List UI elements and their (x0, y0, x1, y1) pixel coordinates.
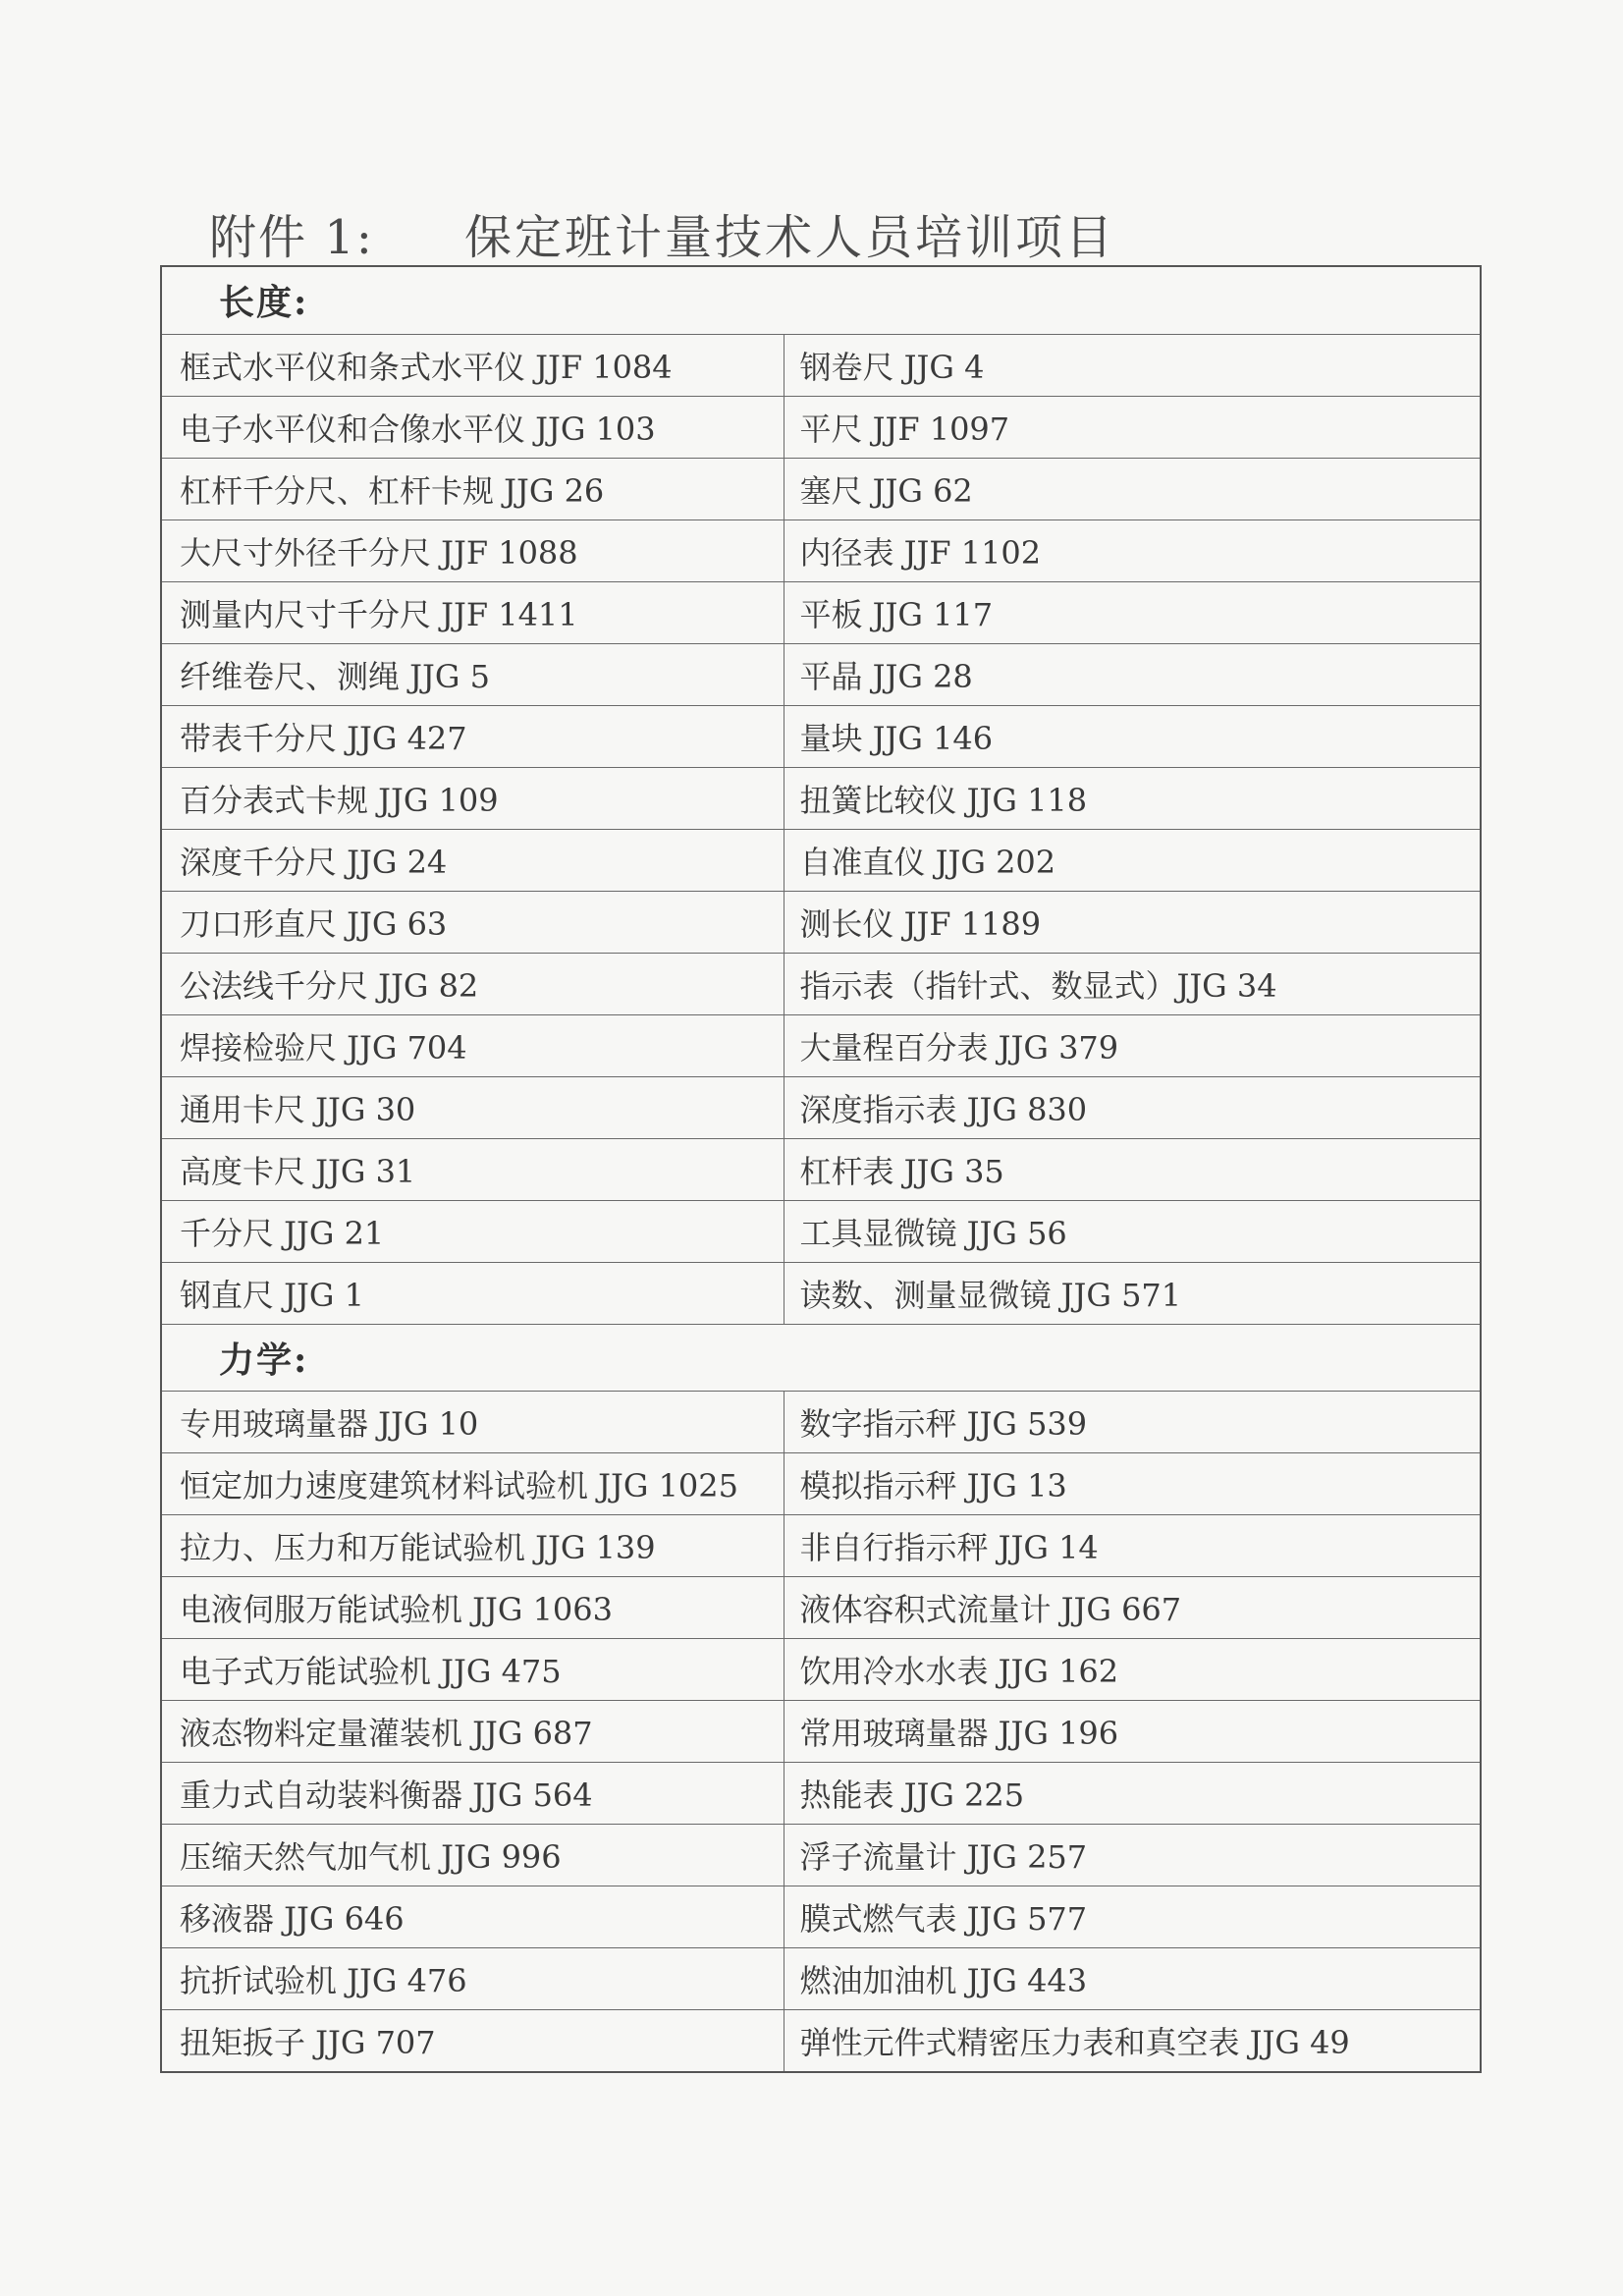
table-cell-right: 平尺 JJF 1097 (784, 396, 1480, 458)
table-cell-right: 非自行指示秤 JJG 14 (784, 1514, 1480, 1576)
table-cell-left: 带表千分尺 JJG 427 (162, 705, 784, 767)
table-cell-right: 平晶 JJG 28 (784, 643, 1480, 705)
table-row (162, 2009, 1480, 2071)
training-items-table (162, 267, 1480, 2071)
table-cell-left: 公法线千分尺 JJG 82 (162, 953, 784, 1014)
table-row (162, 1700, 1480, 1762)
table-cell-right: 自准直仪 JJG 202 (784, 829, 1480, 891)
table-row (162, 1514, 1480, 1576)
table-row (162, 1076, 1480, 1138)
table-row (162, 705, 1480, 767)
table-row (162, 1762, 1480, 1824)
table-cell-right: 塞尺 JJG 62 (784, 458, 1480, 519)
section-title: 力学: (162, 1324, 1480, 1391)
table-cell-right: 燃油加油机 JJG 443 (784, 1947, 1480, 2009)
table-row (162, 1576, 1480, 1638)
table-cell-left: 千分尺 JJG 21 (162, 1200, 784, 1262)
training-items-table-body (162, 267, 1480, 2071)
table-cell-right: 指示表（指针式、数显式）JJG 34 (784, 953, 1480, 1014)
table-cell-right: 数字指示秤 JJG 539 (784, 1391, 1480, 1452)
table-row (162, 1014, 1480, 1076)
table-row (162, 1886, 1480, 1947)
table-cell-left: 液态物料定量灌装机 JJG 687 (162, 1700, 784, 1762)
table-cell-right: 大量程百分表 JJG 379 (784, 1014, 1480, 1076)
attachment-label: 附件 1: (209, 209, 374, 265)
table-row (162, 1138, 1480, 1200)
table-row (162, 1391, 1480, 1452)
table-cell-right: 杠杆表 JJG 35 (784, 1138, 1480, 1200)
table-cell-left: 移液器 JJG 646 (162, 1886, 784, 1947)
table-row (162, 1452, 1480, 1514)
table-cell-left: 高度卡尺 JJG 31 (162, 1138, 784, 1200)
table-cell-right: 浮子流量计 JJG 257 (784, 1824, 1480, 1886)
table-cell-left: 深度千分尺 JJG 24 (162, 829, 784, 891)
table-cell-right: 内径表 JJF 1102 (784, 519, 1480, 581)
table-cell-right: 饮用冷水水表 JJG 162 (784, 1638, 1480, 1700)
table-cell-right: 液体容积式流量计 JJG 667 (784, 1576, 1480, 1638)
table-row (162, 643, 1480, 705)
table-cell-right: 模拟指示秤 JJG 13 (784, 1452, 1480, 1514)
table-cell-left: 扭矩扳子 JJG 707 (162, 2009, 784, 2071)
table-row (162, 953, 1480, 1014)
table-cell-right: 钢卷尺 JJG 4 (784, 334, 1480, 396)
table-row (162, 767, 1480, 829)
table-cell-right: 热能表 JJG 225 (784, 1762, 1480, 1824)
table-row (162, 829, 1480, 891)
table-cell-right: 工具显微镜 JJG 56 (784, 1200, 1480, 1262)
table-row (162, 1262, 1480, 1324)
table-cell-left: 纤维卷尺、测绳 JJG 5 (162, 643, 784, 705)
table-cell-left: 拉力、压力和万能试验机 JJG 139 (162, 1514, 784, 1576)
table-cell-left: 刀口形直尺 JJG 63 (162, 891, 784, 953)
section-header-row (162, 1324, 1480, 1391)
page-title: 保定班计量技术人员培训项目 (464, 209, 1116, 265)
table-cell-right: 扭簧比较仪 JJG 118 (784, 767, 1480, 829)
table-cell-left: 电子式万能试验机 JJG 475 (162, 1638, 784, 1700)
table-cell-left: 钢直尺 JJG 1 (162, 1262, 784, 1324)
table-cell-right: 弹性元件式精密压力表和真空表 JJG 49 (784, 2009, 1480, 2071)
table-cell-left: 压缩天然气加气机 JJG 996 (162, 1824, 784, 1886)
training-items-table-frame (160, 265, 1482, 2073)
table-cell-left: 通用卡尺 JJG 30 (162, 1076, 784, 1138)
table-cell-right: 平板 JJG 117 (784, 581, 1480, 643)
table-cell-left: 百分表式卡规 JJG 109 (162, 767, 784, 829)
table-cell-right: 膜式燃气表 JJG 577 (784, 1886, 1480, 1947)
page-heading (209, 201, 1115, 264)
section-title: 长度: (162, 267, 1480, 334)
table-cell-left: 大尺寸外径千分尺 JJF 1088 (162, 519, 784, 581)
table-cell-left: 抗折试验机 JJG 476 (162, 1947, 784, 2009)
table-row (162, 581, 1480, 643)
table-cell-right: 常用玻璃量器 JJG 196 (784, 1700, 1480, 1762)
table-cell-left: 电子水平仪和合像水平仪 JJG 103 (162, 396, 784, 458)
section-header-row (162, 267, 1480, 334)
table-cell-left: 杠杆千分尺、杠杆卡规 JJG 26 (162, 458, 784, 519)
table-cell-left: 测量内尺寸千分尺 JJF 1411 (162, 581, 784, 643)
table-cell-right: 深度指示表 JJG 830 (784, 1076, 1480, 1138)
table-cell-right: 读数、测量显微镜 JJG 571 (784, 1262, 1480, 1324)
table-cell-left: 焊接检验尺 JJG 704 (162, 1014, 784, 1076)
table-row (162, 891, 1480, 953)
table-row (162, 1947, 1480, 2009)
table-cell-right: 量块 JJG 146 (784, 705, 1480, 767)
table-cell-left: 重力式自动装料衡器 JJG 564 (162, 1762, 784, 1824)
table-cell-left: 专用玻璃量器 JJG 10 (162, 1391, 784, 1452)
table-row (162, 1638, 1480, 1700)
table-cell-left: 电液伺服万能试验机 JJG 1063 (162, 1576, 784, 1638)
table-row (162, 334, 1480, 396)
table-row (162, 458, 1480, 519)
table-row (162, 1824, 1480, 1886)
table-cell-left: 框式水平仪和条式水平仪 JJF 1084 (162, 334, 784, 396)
table-row (162, 1200, 1480, 1262)
table-row (162, 396, 1480, 458)
table-row (162, 519, 1480, 581)
table-cell-right: 测长仪 JJF 1189 (784, 891, 1480, 953)
table-cell-left: 恒定加力速度建筑材料试验机 JJG 1025 (162, 1452, 784, 1514)
